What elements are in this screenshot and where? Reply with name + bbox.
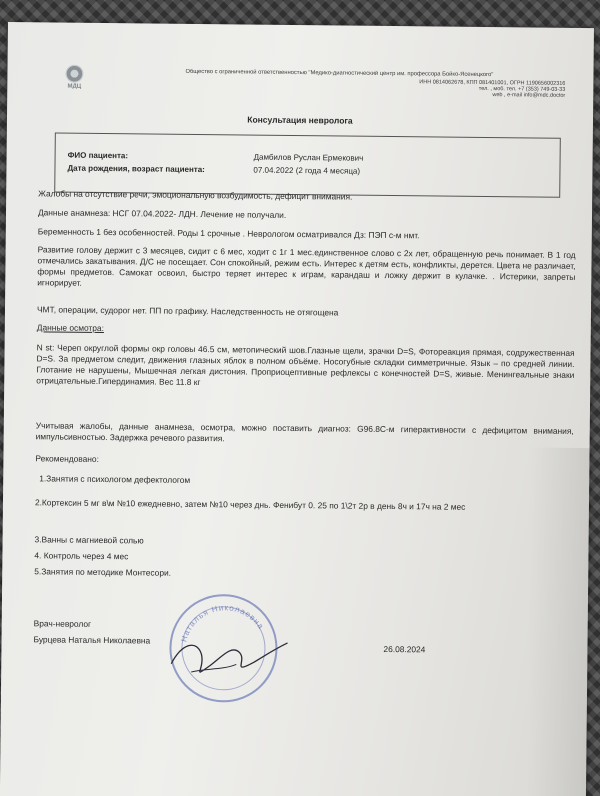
recommendation-item: 2.Кортексин 5 мг в\м №10 ежедневно, затем №10 через днь. Фенибут 0. 25 по 1\2т 2р в день 8ч и 17ч на 2 мес <box>34 497 466 512</box>
document-page <box>0 22 594 796</box>
organization-phone: тел. , моб. тел. +7 (353) 749-03-33 <box>478 86 566 94</box>
recommendations-heading: Рекомендовано: <box>35 453 99 464</box>
patient-dob-value: 07.04.2022 (2 года 4 месяца) <box>253 165 361 176</box>
clinic-stamp-text: Наталья Николаевна <box>179 603 266 643</box>
patient-info-box <box>54 132 561 197</box>
organization-name: Общество с ограниченной ответственностью "Медико-диагностический центр им. профессора Бойко-Ясенецкого" <box>185 68 494 79</box>
history-text: ЧМТ, операции, судорог нет. ПП по графику. Наследственность не отягощена <box>36 304 339 318</box>
document-date: 26.08.2024 <box>383 643 426 655</box>
exam-heading: Данные осмотра: <box>36 322 104 334</box>
patient-dob-label: Дата рождения, возраст пациента: <box>67 163 205 175</box>
clinic-logo-icon <box>65 65 83 83</box>
patient-name-value: Дамбилов Руслан Ермекович <box>253 152 364 163</box>
diagnosis-text: Учитывая жалобы, данные анамнеза, осмотра, можно поставить диагноз: G96.8С-м гиперактивности с дефицитом внимания, импульсивностью. Задержка речевого развития. <box>35 420 574 444</box>
doctor-position: Врач-невролог <box>33 618 92 629</box>
doctor-signature <box>161 624 302 695</box>
development-text: Развитие голову держит с 3 месяцев, сидит с 6 мес, ходит с 1г 1 мес.единственное слово с 2х лет, обращенную речь понимает. В 1 год отмечались закатывания. Д/С не посещает. Сон спокойный, режим есть. Интерес к детям есть, конфликты, дерется. Цвета не различает, формы предметов. Самокат освоил, быстро теряет интерес к играм, карандаш и ложку держит в кулачке. . Истерики, запреты игнорирует. <box>37 244 576 288</box>
pregnancy-text: Беременность 1 без особенностей. Роды 1 срочные . Неврологом осматривался Дз: ПЭП с-м нмт. <box>37 226 420 241</box>
clinic-logo <box>61 65 87 95</box>
complaints-text: Жалобы на отсутствие речи, эмоциональную возбудимость, дефицит внимания. <box>38 188 353 202</box>
page-shadow <box>526 447 590 796</box>
organization-web: web , e-mail info@mdc.doctor <box>492 92 566 100</box>
recommendation-item: 4. Контроль через 4 мес <box>34 550 129 562</box>
organization-requisites: ИНН 0814062678, КПП 081401001, ОГРН 1190656002316 <box>419 79 566 88</box>
clinic-logo-text: МДЦ <box>67 83 82 90</box>
document-title: Консультация невролога <box>247 114 353 126</box>
anamnesis-text: Данные анамнеза: НСГ 07.04.2022- ЛДН. Лечение не получали. <box>37 207 287 220</box>
exam-text: N st: Череп округлой формы окр головы 46.5 см, метопический шов.Глазные щели, зрачки D=S, Фотореакция прямая, содружественная D=S. За предметом следит, движения глазных яблок в полном объёме. Носогубные складки симметричные. Язык – по средней линии. Глотание не нарушены, Мышечная легкая дистония. Проприоцептивные рефлексы с конечностей D=S, живые. Менингеальные знаки отрицательные.Гипердинамия. Вес 11.8 кг <box>36 342 575 388</box>
recommendation-item: 5.Занятия по методике Монтесори. <box>34 566 172 578</box>
organization-header <box>185 69 565 99</box>
patient-name-label: ФИО пациента: <box>67 150 129 161</box>
recommendation-item: 1.Занятия с психологом дефектологом <box>39 473 191 485</box>
recommendation-item: 3.Ванны с магниевой солью <box>34 534 144 546</box>
doctor-name: Бурцева Наталья Николаевна <box>33 634 151 646</box>
